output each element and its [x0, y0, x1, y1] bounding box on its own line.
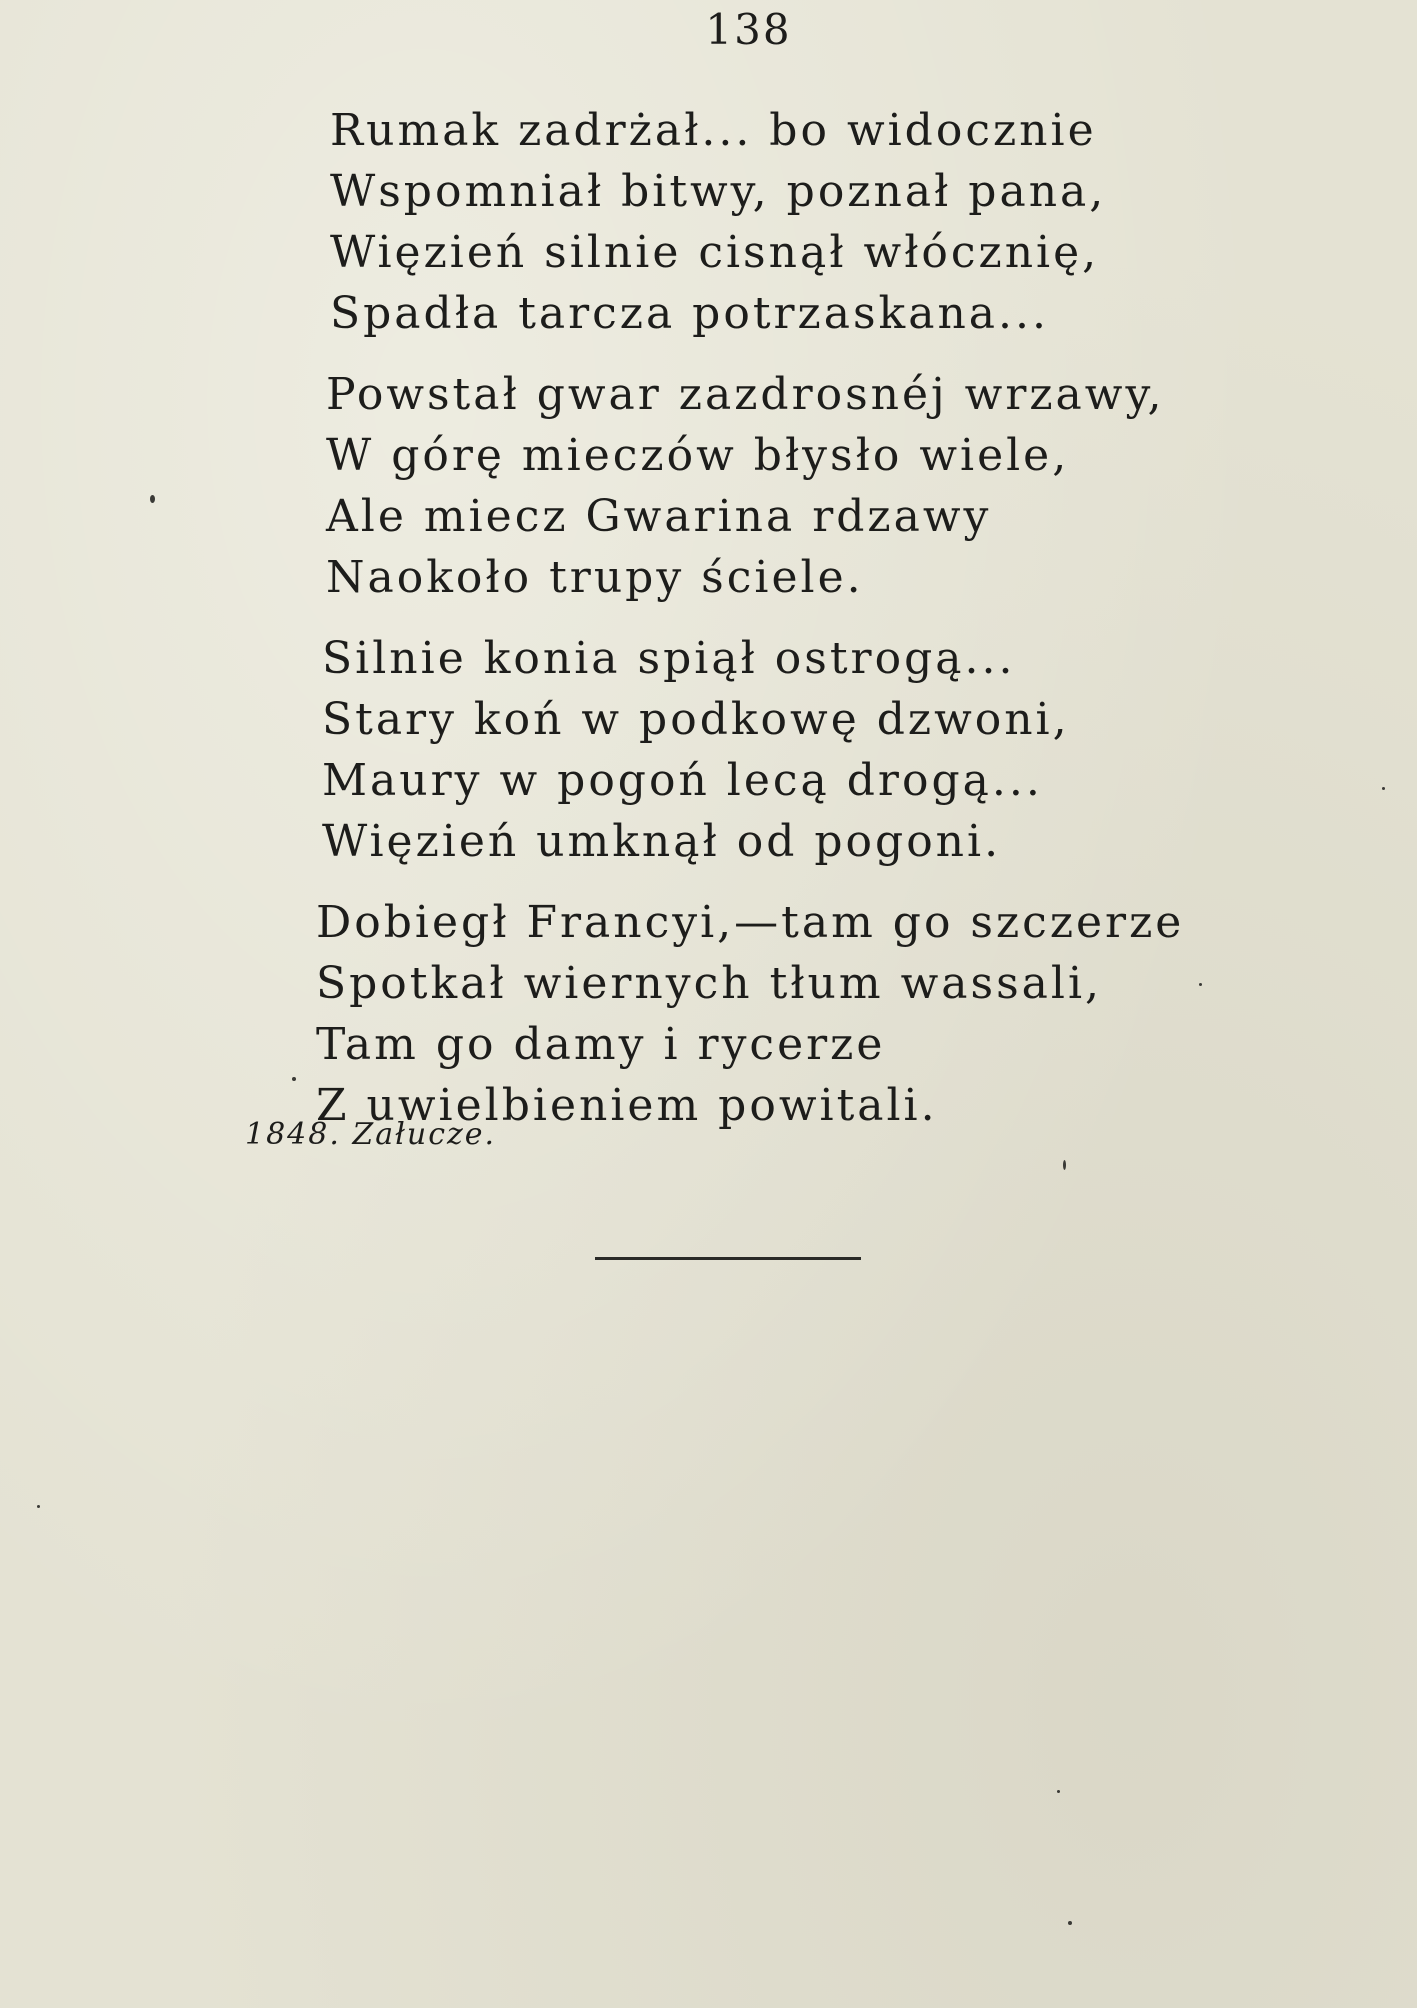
- paper-speck: [150, 495, 155, 503]
- stanza: [326, 364, 1320, 608]
- stanza: [316, 892, 1320, 1136]
- paper-speck: [1063, 1160, 1066, 1170]
- poem-line: Ale miecz Gwarina rdzawy: [326, 491, 992, 542]
- poem-line: Naokoło trupy ściele.: [326, 552, 864, 603]
- poem-line: Tam go damy i rycerze: [316, 1019, 886, 1070]
- poem-line: Spotkał wiernych tłum wassali,: [316, 958, 1103, 1009]
- poem-line: Spadła tarcza potrzaskana...: [330, 288, 1049, 339]
- poem-signature: 1848. Załucze.: [245, 1117, 497, 1152]
- poem-line: Dobiegł Francyi,—tam go szczerze: [316, 897, 1185, 948]
- poem-line: Wspomniał bitwy, poznał pana,: [330, 166, 1107, 217]
- poem-line: W górę mieczów błysło wiele,: [326, 430, 1070, 481]
- paper-speck: [1057, 1790, 1060, 1793]
- paper-speck: [1068, 1921, 1072, 1925]
- poem: [316, 100, 1320, 1156]
- paper-speck: [1199, 983, 1202, 986]
- paper-speck: [1382, 787, 1385, 790]
- poem-line: Więzień silnie cisnął włócznię,: [330, 227, 1100, 278]
- end-rule: [595, 1257, 861, 1260]
- poem-line: Stary koń w podkowę dzwoni,: [322, 694, 1070, 745]
- poem-line: Rumak zadrżał... bo widocznie: [330, 105, 1097, 156]
- poem-line: Z uwielbieniem powitali.: [316, 1080, 938, 1131]
- poem-line: Powstał gwar zazdrosnéj wrzawy,: [326, 369, 1165, 420]
- stanza: [330, 100, 1320, 344]
- poem-line: Silnie konia spiął ostrogą...: [322, 633, 1016, 684]
- paper-speck: [37, 1505, 40, 1508]
- stanza: [322, 628, 1320, 872]
- poem-line: Maury w pogoń lecą drogą...: [322, 755, 1043, 806]
- page-number: 138: [705, 5, 792, 54]
- paper-speck: [292, 1077, 296, 1081]
- poem-line: Więzień umknął od pogoni.: [322, 816, 1002, 867]
